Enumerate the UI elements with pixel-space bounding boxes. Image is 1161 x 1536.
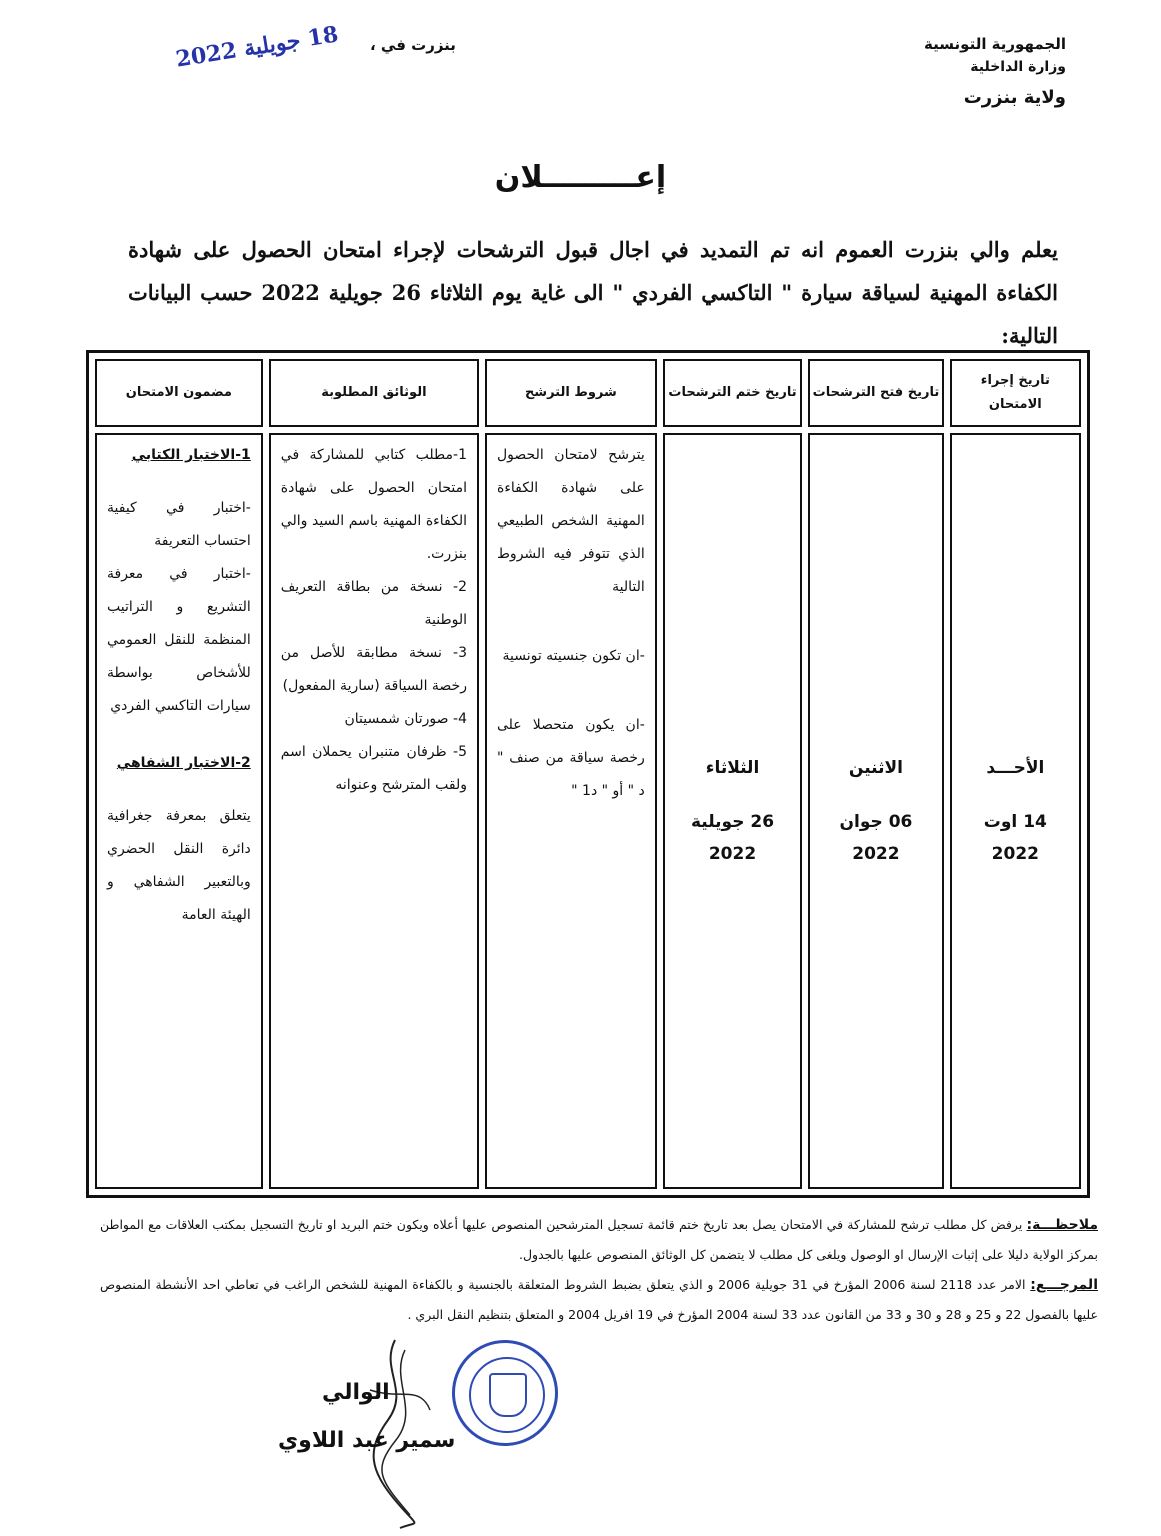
header-documents: الوثائق المطلوبة — [269, 359, 479, 427]
notes-section — [100, 1210, 1098, 1330]
open-date-cell — [808, 433, 943, 1189]
reference-label: المرجـــع: — [1030, 1277, 1098, 1293]
header-open-date: تاريخ فتح الترشحات — [808, 359, 943, 427]
page-title: إعـــــــــلان — [494, 160, 667, 195]
governorate-label: ولاية بنزرت — [963, 87, 1066, 108]
header-close-date: تاريخ ختم الترشحات — [663, 359, 802, 427]
header-conditions: شروط الترشح — [485, 359, 657, 427]
exam-date-cell — [950, 433, 1081, 1189]
document-item: 3- نسخة مطابقة للأصل من رخصة السياقة (سارية المفعول) — [280, 645, 467, 694]
schedule-table — [86, 350, 1090, 1198]
governor-title: الوالي — [322, 1380, 390, 1405]
header-exam-date: تاريخ إجراء الامتحان — [950, 359, 1081, 427]
close-date-cell — [663, 433, 802, 1189]
written-exam-item: -اختبار في كيفية احتساب التعريفة — [107, 500, 251, 549]
date-stamp: 18 جويلية 2022 — [173, 21, 341, 73]
document-item: 4- صورتان شمسيتان — [344, 711, 467, 727]
note-label: ملاحظـــة: — [1026, 1217, 1098, 1233]
oral-exam-title: 2-الاختبار الشفاهي — [116, 755, 251, 771]
written-exam-item: -اختبار في معرفة التشريع و التراتيب المنظمة للنقل العمومي للأشخاص بواسطة سيارات التاكسي الفردي — [107, 566, 251, 714]
governor-name: سمير عبد اللاوي — [278, 1428, 456, 1453]
condition-license: -ان يكون متحصلا على رخصة سياقة من صنف " د " أو " د1 " — [496, 717, 645, 799]
close-day: الثلاثاء — [705, 758, 760, 778]
reference-paragraph — [100, 1270, 1098, 1330]
exam-day: الأحـــد — [986, 758, 1045, 778]
conditions-cell — [485, 433, 657, 1189]
reference-text: الامر عدد 2118 لسنة 2006 المؤرخ في 31 جويلية 2006 و الذي يتعلق بضبط الشروط المتعلقة بالجنسية و بالكفاءة المهنية للشخص الراغب في تعاطي احد الأنشطة المنصوص عليها بالفصول 22 و 25 و 28 و 30 و 33 من القانون عدد 33 لسنة 2004 المؤرخ في 19 افريل 2004 و المتعلق بتنظيم النقل البري . — [100, 1277, 1098, 1322]
official-seal-icon — [452, 1340, 558, 1446]
open-day: الاثنين — [848, 758, 903, 778]
open-year: 2022 — [852, 844, 900, 864]
open-date: 06 جوان — [839, 812, 913, 832]
condition-nationality: -ان تكون جنسيته تونسية — [502, 648, 645, 664]
ministry-label: وزارة الداخلية — [970, 59, 1066, 75]
written-exam-title: 1-الاختبار الكتابي — [131, 447, 251, 463]
close-date: 26 جويلية — [690, 812, 775, 832]
document-item: 2- نسخة من بطاقة التعريف الوطنية — [280, 579, 467, 628]
document-item: 5- ظرفان متنبران يحملان اسم ولقب المترشح وعنوانه — [280, 744, 467, 793]
intro-paragraph: يعلم والي بنزرت العموم انه تم التمديد في اجال قبول الترشحات لإجراء امتحان الحصول على شهادة الكفاءة المهنية لسياقة سيارة " التاكسي الفردي " الى غاية يوم الثلاثاء 26 جويلية 2022 حسب البيانات التالية: — [128, 237, 1058, 348]
close-year: 2022 — [708, 844, 757, 864]
exam-date: 14 اوت 2022 — [983, 812, 1047, 864]
note-paragraph — [100, 1210, 1098, 1270]
place-date-label: بنزرت في ، — [370, 36, 456, 54]
note-text: يرفض كل مطلب ترشح للمشاركة في الامتحان يصل بعد تاريخ ختم قائمة تسجيل المترشحين المنصوص عليها أعلاه ويكون ختم البريد او تاريخ التسجيل بمكتب العلاقات مع المواطن بمركز الولاية دليلا على إثبات الإرسال او الوصول ويلغى كل مطلب لا يتضمن كل الوثائق المنصوص عليها بالجدول. — [100, 1217, 1098, 1262]
republic-label: الجمهورية التونسية — [924, 35, 1066, 53]
conditions-intro: يترشح لامتحان الحصول على شهادة الكفاءة المهنية الشخص الطبيعي الذي تتوفر فيه الشروط التالية — [496, 447, 645, 595]
documents-cell — [269, 433, 479, 1189]
document-item: 1-مطلب كتابي للمشاركة في امتحان الحصول على شهادة الكفاءة المهنية باسم السيد والي بنزرت. — [280, 447, 467, 562]
content-cell — [95, 433, 263, 1189]
header-content: مضمون الامتحان — [95, 359, 263, 427]
letterhead — [924, 32, 1066, 118]
oral-exam-text: يتعلق بمعرفة جغرافية دائرة النقل الحضري وبالتعبير الشفاهي و الهيئة العامة — [107, 808, 251, 923]
